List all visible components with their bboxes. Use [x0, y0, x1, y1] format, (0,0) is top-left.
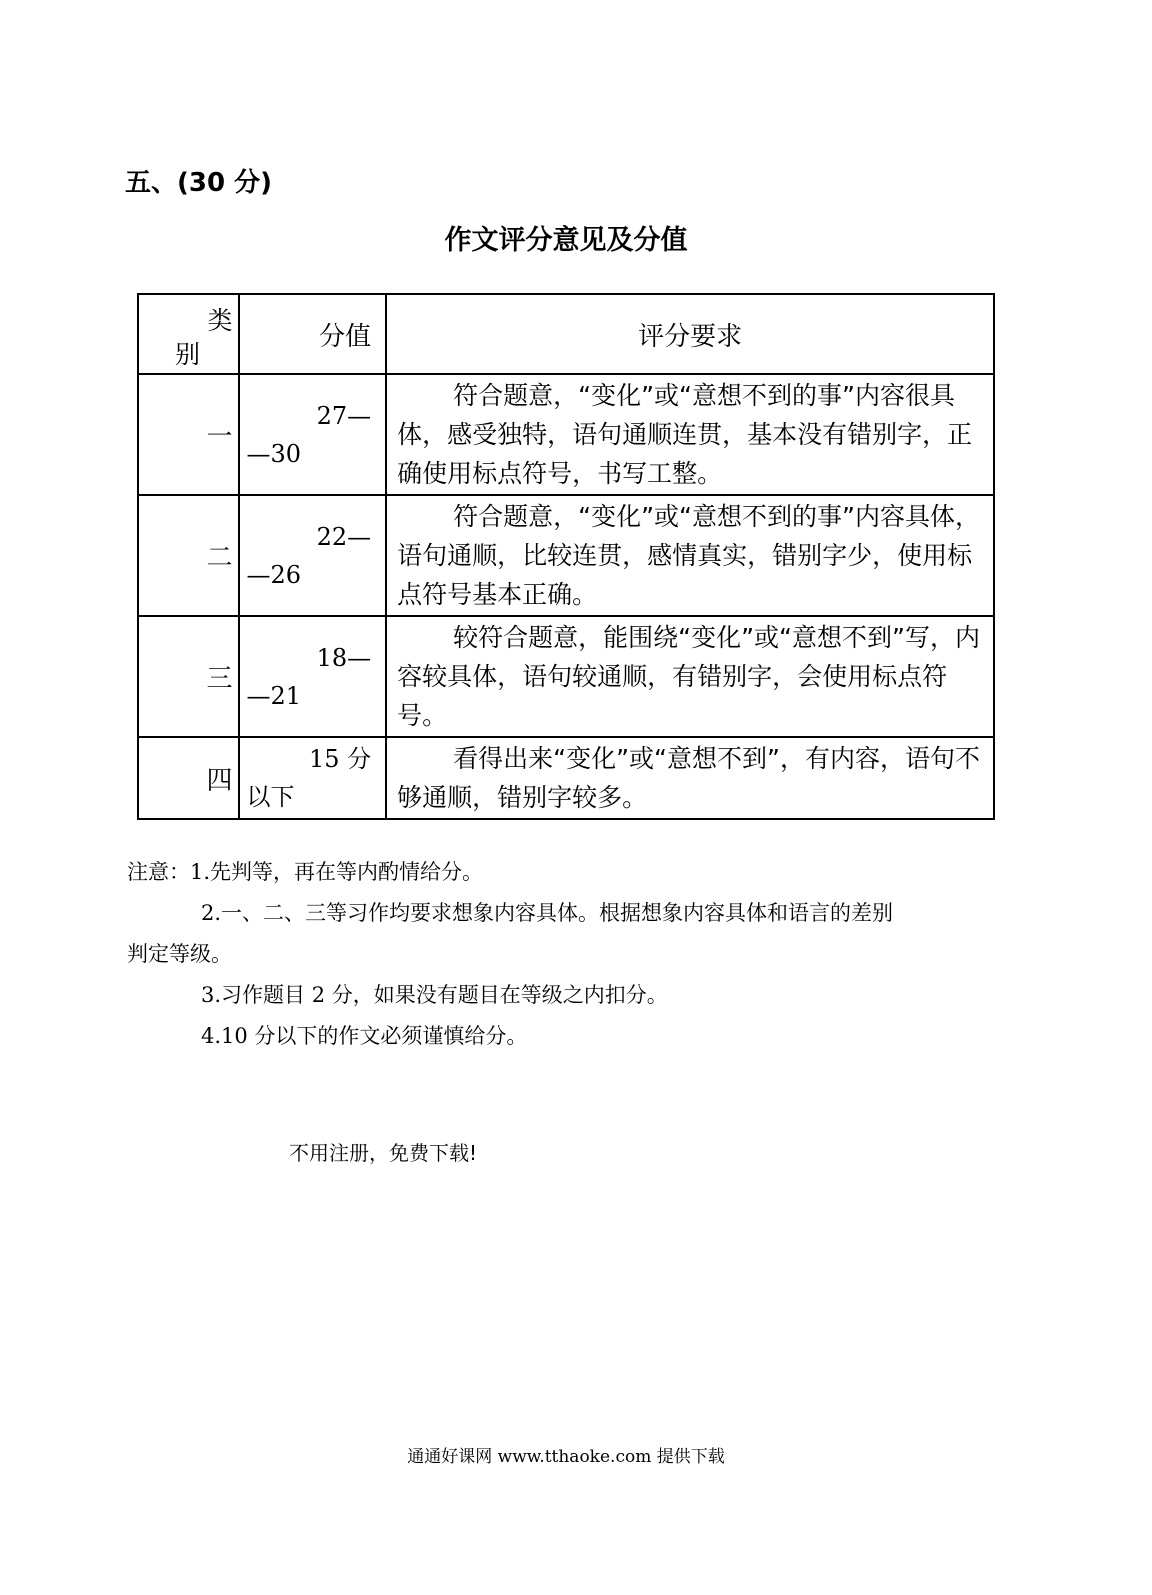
score-line2: —21	[246, 681, 302, 710]
score-line1: 22—	[316, 522, 372, 551]
header-category-top: 类	[207, 306, 233, 335]
header-category	[138, 294, 239, 374]
page-footer: 通通好课网 www.tthaoke.com 提供下载	[407, 1447, 725, 1467]
score-line1: 18—	[316, 643, 372, 672]
category-cell: 一	[138, 374, 239, 495]
score-line1: 27—	[316, 401, 372, 430]
grading-table	[137, 293, 995, 820]
score-cell	[239, 495, 386, 616]
notes-section	[127, 852, 1017, 1057]
score-cell	[239, 616, 386, 737]
table-header-row	[138, 294, 994, 374]
table-row	[138, 737, 994, 819]
category-cell: 四	[138, 737, 239, 819]
table-row	[138, 616, 994, 737]
table-row	[138, 495, 994, 616]
requirement-cell	[386, 495, 994, 616]
score-line2: —26	[246, 560, 302, 589]
note-line: 判定等级。	[127, 942, 232, 966]
note-line: 4.10 分以下的作文必须谨慎给分。	[201, 1024, 528, 1048]
requirement-text: 符合题意，“变化”或“意想不到的事”内容很具体，感受独特，语句通顺连贯，基本没有错别字，正确使用标点符号，书写工整。	[397, 381, 973, 488]
category-cell: 二	[138, 495, 239, 616]
note-line: 2.一、二、三等习作均要求想象内容具体。根据想象内容具体和语言的差别	[201, 901, 894, 925]
note-line: 注意：1.先判等，再在等内酌情给分。	[127, 860, 484, 884]
requirement-cell	[386, 616, 994, 737]
category-cell: 三	[138, 616, 239, 737]
score-line2: —30	[246, 439, 302, 468]
table-row	[138, 374, 994, 495]
score-line1: 15 分	[308, 745, 372, 773]
promo-text: 不用注册，免费下载!	[289, 1141, 478, 1165]
section-heading: 五、(30 分)	[125, 168, 272, 198]
header-requirement: 评分要求	[386, 294, 994, 374]
header-category-bottom: 别	[175, 340, 201, 369]
table-title: 作文评分意见及分值	[444, 225, 688, 256]
note-line: 3.习作题目 2 分，如果没有题目在等级之内扣分。	[201, 983, 668, 1007]
requirement-cell	[386, 737, 994, 819]
score-cell	[239, 374, 386, 495]
requirement-text: 看得出来“变化”或“意想不到”，有内容，语句不够通顺，错别字较多。	[397, 744, 980, 812]
requirement-text: 较符合题意，能围绕“变化”或“意想不到”写，内容较具体，语句较通顺，有错别字，会使用标点符号。	[397, 623, 980, 730]
requirement-text: 符合题意，“变化”或“意想不到的事”内容具体，语句通顺，比较连贯，感情真实，错别字少，使用标点符号基本正确。	[397, 502, 980, 609]
requirement-cell	[386, 374, 994, 495]
score-line2: 以下	[246, 783, 295, 811]
header-score: 分值	[239, 294, 386, 374]
score-cell	[239, 737, 386, 819]
